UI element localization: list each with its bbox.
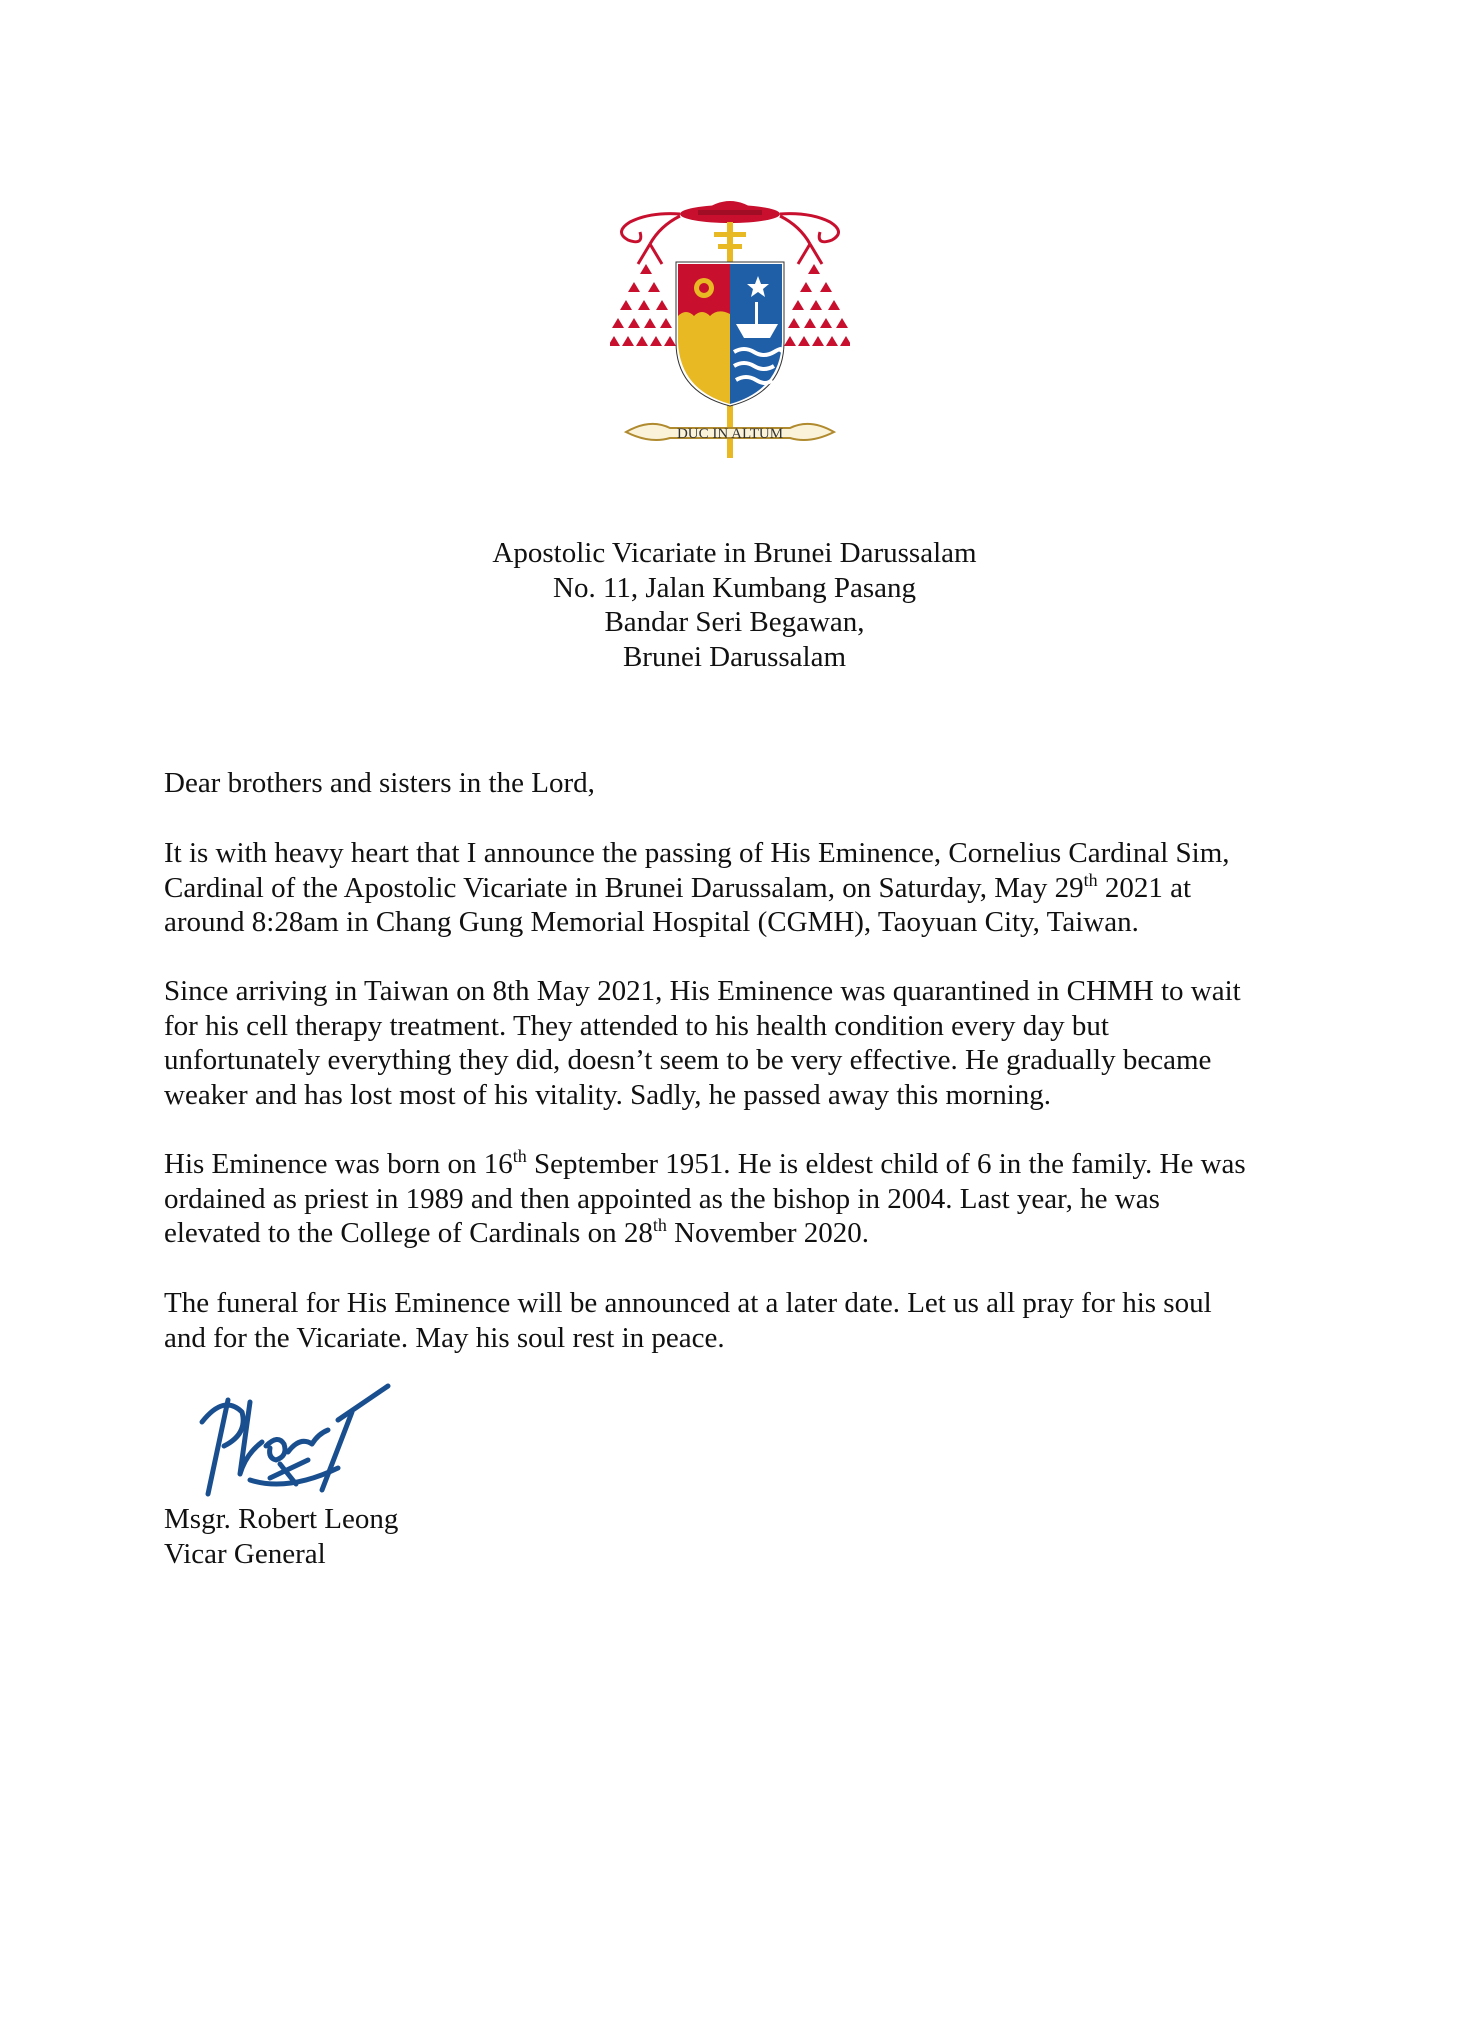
line-text: elevated to the College of Cardinals on 28 bbox=[164, 1217, 653, 1249]
paragraph-line: weaker and has lost most of his vitality. Sadly, he passed away this morning. bbox=[164, 1078, 1052, 1111]
signer-block bbox=[164, 1502, 398, 1571]
paragraph-line: unfortunately everything they did, doesn’t seem to be very effective. He gradually became bbox=[164, 1044, 1212, 1076]
paragraph-line: Since arriving in Taiwan on 8th May 2021, His Eminence was quarantined in CHMH to wait bbox=[164, 975, 1241, 1007]
signer-title: Vicar General bbox=[164, 1537, 326, 1570]
paragraph-funeral bbox=[164, 1286, 1324, 1355]
greeting-text: Dear brothers and sisters in the Lord, bbox=[164, 767, 595, 799]
paragraph-line bbox=[164, 1147, 1324, 1182]
line-text: 2021 at bbox=[1097, 871, 1192, 904]
greeting bbox=[164, 766, 1324, 801]
paragraph-treatment bbox=[164, 974, 1324, 1112]
paragraph-biography bbox=[164, 1147, 1324, 1251]
address-line: Bandar Seri Begawan, bbox=[604, 606, 865, 638]
paragraph-line: around 8:28am in Chang Gung Memorial Hospital (CGMH), Taoyuan City, Taiwan. bbox=[164, 906, 1139, 938]
address-line: Apostolic Vicariate in Brunei Darussalam bbox=[492, 537, 977, 569]
paragraph-line: The funeral for His Eminence will be announced at a later date. Let us all pray for his soul bbox=[164, 1287, 1212, 1319]
address-line: No. 11, Jalan Kumbang Pasang bbox=[553, 571, 916, 604]
line-text: November 2020. bbox=[666, 1217, 870, 1249]
paragraph-line: ordained as priest in 1989 and then appointed as the bishop in 2004. Last year, he was bbox=[164, 1182, 1160, 1215]
handwritten-signature bbox=[188, 1382, 408, 1502]
coat-of-arms-emblem bbox=[610, 192, 850, 472]
address-block bbox=[0, 536, 1469, 674]
paragraph-line: It is with heavy heart that I announce the passing of His Eminence, Cornelius Cardinal Sim, bbox=[164, 837, 1230, 869]
shield bbox=[676, 262, 784, 406]
right-tassels bbox=[784, 264, 850, 346]
motto-ribbon bbox=[626, 424, 834, 442]
line-text: His Eminence was born on 16 bbox=[164, 1148, 513, 1180]
paragraph-line bbox=[164, 871, 1324, 906]
address-line: Brunei Darussalam bbox=[622, 640, 847, 673]
line-text: September 1951. He is eldest child of 6 in the family. He was bbox=[526, 1148, 1246, 1180]
line-text: Cardinal of the Apostolic Vicariate in Brunei Darussalam, on Saturday, May 29 bbox=[164, 871, 1084, 904]
ordinal-suffix: th bbox=[652, 1215, 667, 1235]
paragraph-announcement bbox=[164, 836, 1324, 940]
ordinal-suffix: th bbox=[512, 1146, 527, 1166]
motto-text: DUC IN ALTUM bbox=[676, 426, 784, 442]
ordinal-suffix: th bbox=[1083, 869, 1098, 890]
paragraph-line bbox=[164, 1216, 1324, 1251]
paragraph-line: and for the Vicariate. May his soul rest in peace. bbox=[164, 1321, 725, 1354]
left-tassels bbox=[610, 264, 676, 346]
paragraph-line: for his cell therapy treatment. They attended to his health condition every day but bbox=[164, 1009, 1109, 1042]
signer-name: Msgr. Robert Leong bbox=[164, 1503, 399, 1535]
galero-hat bbox=[680, 201, 780, 223]
